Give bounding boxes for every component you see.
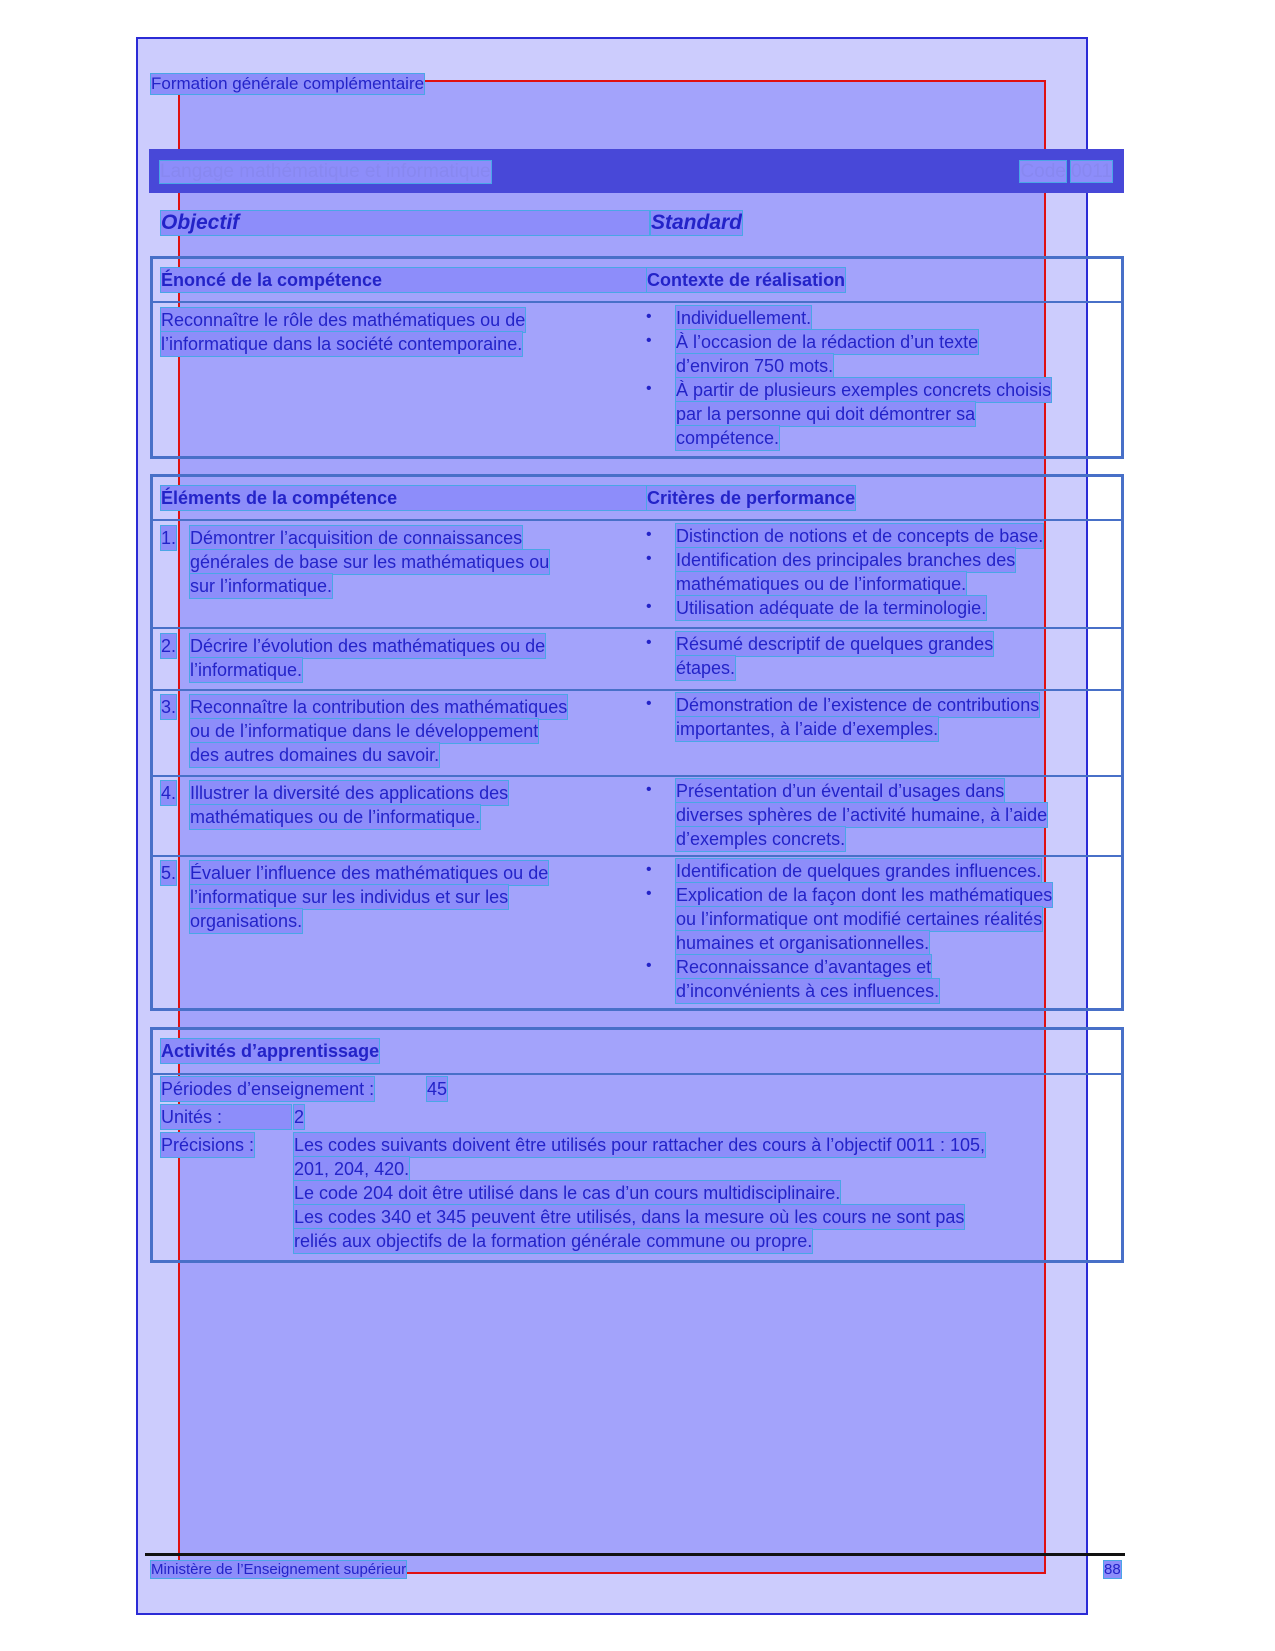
divider xyxy=(153,301,1121,303)
periodes-value: 45 xyxy=(427,1079,448,1099)
bullet-icon: • xyxy=(646,526,652,543)
criterion-line: Explication de la façon dont les mathématiques xyxy=(676,885,1053,905)
criterion-line: Reconnaissance d’avantages et xyxy=(676,957,932,977)
row-separator xyxy=(153,627,1121,629)
element-line: Évaluer l’influence des mathématiques ou de xyxy=(190,863,549,883)
criterion-line: importantes, à l’aide d’exemples. xyxy=(676,719,939,739)
element-line: des autres domaines du savoir. xyxy=(190,745,440,765)
bullet-icon: • xyxy=(646,380,652,397)
element-line: ou de l’informatique dans le développement xyxy=(190,721,539,741)
divider xyxy=(153,519,1121,521)
criterion-line: d’environ 750 mots. xyxy=(676,356,834,376)
running-header: Formation générale complémentaire xyxy=(151,74,425,93)
element-number: 2. xyxy=(161,636,177,656)
criterion-line: Démonstration de l’existence de contributions xyxy=(676,695,1040,715)
title-bar xyxy=(149,149,1124,193)
criterion-line: d’exemples concrets. xyxy=(676,829,846,849)
code-label: Code xyxy=(1020,161,1066,182)
criterion-line: mathématiques ou de l’informatique. xyxy=(676,574,967,594)
criterion-line: par la personne qui doit démontrer sa xyxy=(676,404,976,424)
element-line: l’informatique. xyxy=(190,660,303,680)
criterion-line: Distinction de notions et de concepts de base. xyxy=(676,526,1044,546)
precisions-line: Les codes 340 et 345 peuvent être utilisés, dans la mesure où les cours ne sont pas xyxy=(294,1207,965,1227)
criterion-line: Résumé descriptif de quelques grandes xyxy=(676,634,994,654)
element-number: 1. xyxy=(161,528,177,548)
criterion-line: d’inconvénients à ces influences. xyxy=(676,981,940,1001)
criterion-line: étapes. xyxy=(676,658,736,678)
row-separator xyxy=(153,855,1121,857)
bullet-icon: • xyxy=(646,861,652,878)
footer-ministry: Ministère de l’Enseignement supérieur xyxy=(151,1561,407,1578)
element-line: mathématiques ou de l’informatique. xyxy=(190,807,481,827)
activites-label: Activités d’apprentissage xyxy=(161,1041,380,1061)
criterion-line: humaines et organisationnelles. xyxy=(676,933,930,953)
enonce-line: l’informatique dans la société contemporaine. xyxy=(161,334,523,354)
precisions-label: Précisions : xyxy=(161,1135,255,1155)
enonce-label: Énoncé de la compétence xyxy=(161,268,647,292)
objective-heading: Objectif xyxy=(161,211,649,235)
element-line: l’informatique sur les individus et sur les xyxy=(190,887,509,907)
standard-heading: Standard xyxy=(651,211,743,234)
element-number: 5. xyxy=(161,863,177,883)
element-line: Illustrer la diversité des applications des xyxy=(190,783,509,803)
code-value: 0011 xyxy=(1071,161,1112,182)
divider xyxy=(153,1073,1121,1075)
element-line: organisations. xyxy=(190,911,303,931)
element-line: générales de base sur les mathématiques ou xyxy=(190,552,550,572)
elements-label: Éléments de la compétence xyxy=(161,486,647,510)
criterion-line: Individuellement. xyxy=(676,308,812,328)
bullet-icon: • xyxy=(646,885,652,902)
criterion-line: diverses sphères de l’activité humaine, à l’aide xyxy=(676,805,1048,825)
element-line: Reconnaître la contribution des mathématiques xyxy=(190,697,568,717)
element-line: Décrire l’évolution des mathématiques ou de xyxy=(190,636,546,656)
bullet-icon: • xyxy=(646,695,652,712)
unites-value: 2 xyxy=(294,1107,305,1127)
criterion-line: ou l’informatique ont modifié certaines réalités xyxy=(676,909,1043,929)
element-line: Démontrer l’acquisition de connaissances xyxy=(190,528,523,548)
precisions-line: Les codes suivants doivent être utilisés pour rattacher des cours à l’objectif 0011 : 105, xyxy=(294,1135,986,1155)
criterion-line: Présentation d’un éventail d’usages dans xyxy=(676,781,1005,801)
bullet-icon: • xyxy=(646,781,652,798)
bullet-icon: • xyxy=(646,332,652,349)
element-line: sur l’informatique. xyxy=(190,576,333,596)
criterion-line: À l’occasion de la rédaction d’un texte xyxy=(676,332,979,352)
row-separator xyxy=(153,775,1121,777)
bullet-icon: • xyxy=(646,550,652,567)
criterion-line: Utilisation adéquate de la terminologie. xyxy=(676,598,987,618)
contexte-label: Contexte de réalisation xyxy=(647,270,846,290)
bullet-icon: • xyxy=(646,598,652,615)
criterion-line: À partir de plusieurs exemples concrets choisis xyxy=(676,380,1052,400)
criterion-line: Identification des principales branches des xyxy=(676,550,1016,570)
element-number: 4. xyxy=(161,783,177,803)
footer-rule xyxy=(145,1553,1125,1556)
precisions-line: 201, 204, 420. xyxy=(294,1159,410,1179)
precisions-line: reliés aux objectifs de la formation générale commune ou propre. xyxy=(294,1231,813,1251)
unites-label: Unités : xyxy=(161,1105,291,1129)
code-block xyxy=(1020,161,1112,183)
bullet-icon: • xyxy=(646,634,652,651)
element-number: 3. xyxy=(161,697,177,717)
enonce-line: Reconnaître le rôle des mathématiques ou de xyxy=(161,310,526,330)
criteres-label: Critères de performance xyxy=(647,488,856,508)
periodes-label: Périodes d’enseignement : xyxy=(161,1079,375,1099)
criterion-line: Identification de quelques grandes influences. xyxy=(676,861,1042,881)
row-separator xyxy=(153,689,1121,691)
page-number: 88 xyxy=(1104,1561,1121,1578)
criterion-line: compétence. xyxy=(676,428,780,448)
precisions-line: Le code 204 doit être utilisé dans le cas d’un cours multidisciplinaire. xyxy=(294,1183,841,1203)
bullet-icon: • xyxy=(646,957,652,974)
bullet-icon: • xyxy=(646,308,652,325)
objective-title: Langage mathématique et informatique xyxy=(160,161,491,182)
